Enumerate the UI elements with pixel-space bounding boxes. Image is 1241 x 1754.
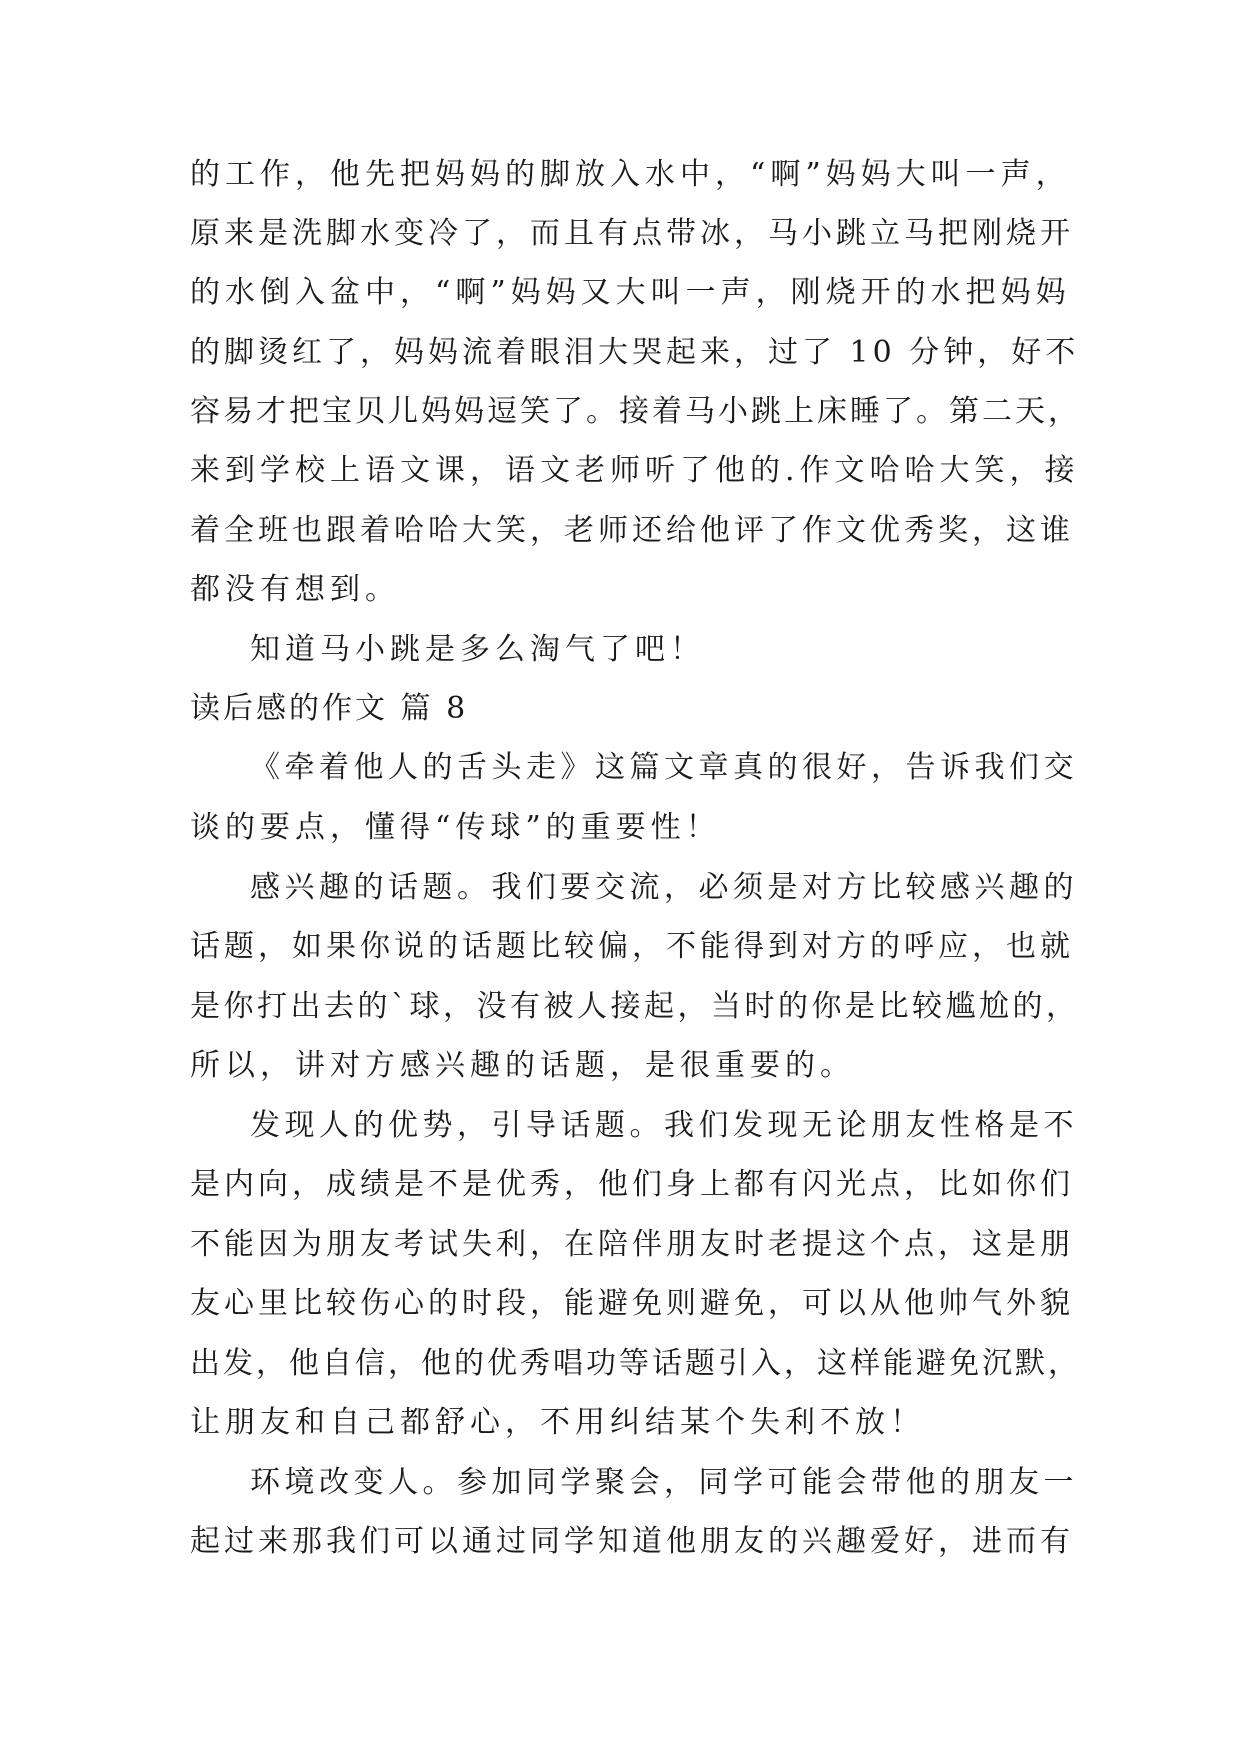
text-line: 谈的要点，懂得“传球”的重要性！ bbox=[190, 810, 721, 845]
text-line: 都没有想到。 bbox=[190, 572, 400, 607]
text-line: 原来是洗脚水变冷了，而且有点带冰，马小跳立马把刚烧开 bbox=[190, 216, 1074, 251]
text-line: 是内向，成绩是不是优秀，他们身上都有闪光点，比如你们 bbox=[190, 1167, 1074, 1202]
text-line: 话题，如果你说的话题比较偏，不能得到对方的呼应，也就 bbox=[190, 929, 1074, 964]
text-line: 所以，讲对方感兴趣的话题，是很重要的。 bbox=[190, 1048, 855, 1083]
text-line: 是你打出去的`球，没有被人接起，当时的你是比较尴尬的， bbox=[190, 989, 1080, 1024]
text-line: 让朋友和自己都舒心，不用纠结某个失利不放！ bbox=[190, 1405, 925, 1440]
text-line: 的水倒入盆中，“啊”妈妈又大叫一声，刚烧开的水把妈妈 bbox=[190, 275, 1071, 310]
text-line: 发现人的优势，引导话题。我们发现无论朋友性格是不 bbox=[250, 1108, 1078, 1143]
text-line: 来到学校上语文课，语文老师听了他的.作文哈哈大笑，接 bbox=[190, 453, 1080, 488]
text-line: 的脚烫红了，妈妈流着眼泪大哭起来，过了 10 分钟，好不 bbox=[190, 335, 1080, 370]
text-line: 出发，他自信，他的优秀唱功等话题引入，这样能避免沉默， bbox=[190, 1346, 1081, 1381]
text-line: 感兴趣的话题。我们要交流，必须是对方比较感兴趣的 bbox=[250, 870, 1078, 905]
text-line: 的工作，他先把妈妈的脚放入水中，“啊”妈妈大叫一声， bbox=[190, 157, 1071, 192]
text-line: 友心里比较伤心的时段，能避免则避免，可以从他帅气外貌 bbox=[190, 1286, 1074, 1321]
text-line: 不能因为朋友考试失利，在陪伴朋友时老提这个点，这是朋 bbox=[190, 1227, 1074, 1262]
section-heading: 读后感的作文 篇 8 bbox=[190, 691, 469, 726]
text-line: 《牵着他人的舌头走》这篇文章真的很好，告诉我们交 bbox=[250, 750, 1078, 785]
text-line: 环境改变人。参加同学聚会，同学可能会带他的朋友一 bbox=[250, 1465, 1078, 1500]
text-line: 知道马小跳是多么淘气了吧！ bbox=[250, 632, 705, 667]
text-line: 起过来那我们可以通过同学知道他朋友的兴趣爱好，进而有 bbox=[190, 1524, 1074, 1559]
text-line: 容易才把宝贝儿妈妈逗笑了。接着马小跳上床睡了。第二天， bbox=[190, 394, 1081, 429]
text-line: 着全班也跟着哈哈大笑，老师还给他评了作文优秀奖，这谁 bbox=[190, 513, 1074, 548]
